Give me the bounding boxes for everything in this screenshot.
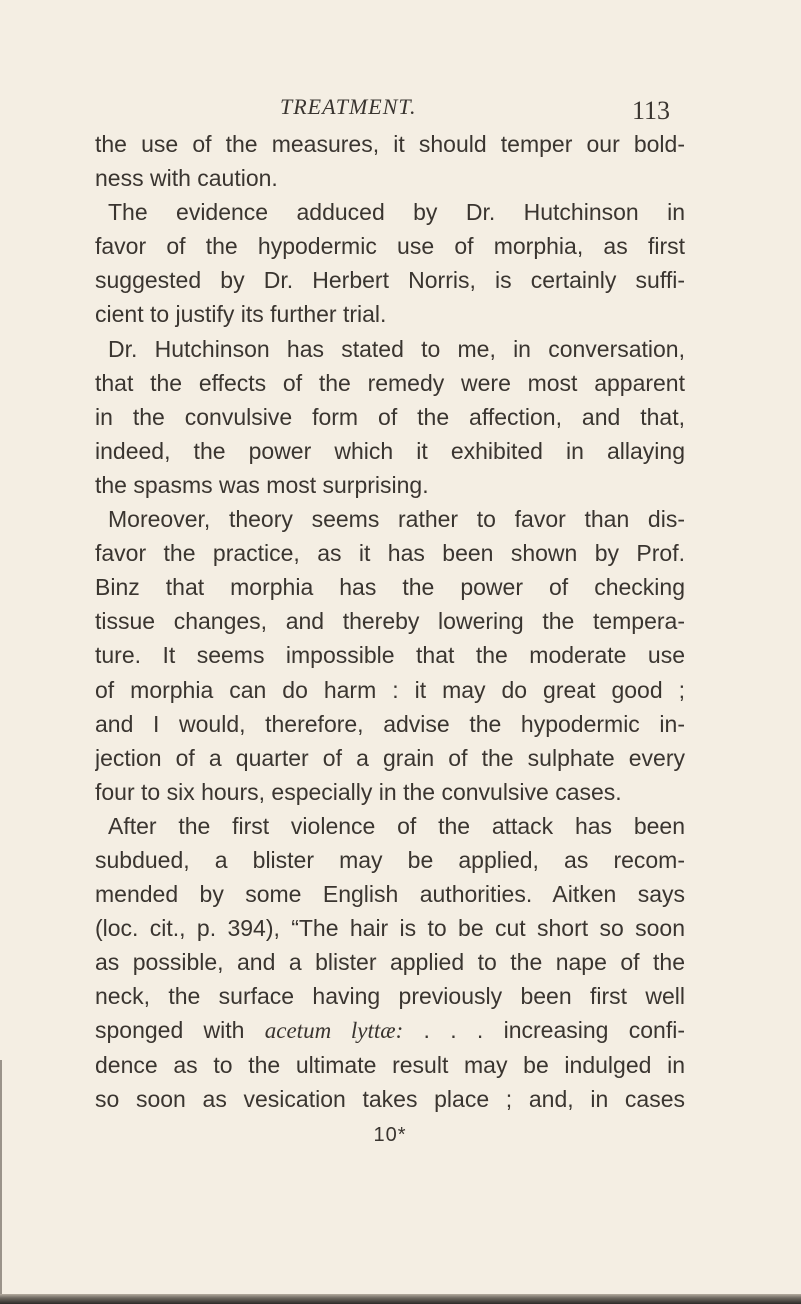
text-line: (loc. cit., p. 394), “The hair is to be cut short so soon <box>95 915 685 942</box>
text-line: that the effects of the remedy were most apparent <box>95 369 685 396</box>
text-line: four to six hours, especially in the convulsive cases. <box>95 778 622 805</box>
text-line: the spasms was most surprising. <box>95 471 429 498</box>
text-line: After the first violence of the attack has been <box>108 812 685 839</box>
page-edge-rule <box>0 1060 2 1300</box>
text-fragment: . . . increasing confi- <box>403 1017 685 1044</box>
text-line: in the convulsive form of the affection, and that, <box>95 403 685 430</box>
text-line: Moreover, theory seems rather to favor than dis- <box>108 506 685 533</box>
text-line: indeed, the power which it exhibited in allaying <box>95 437 685 464</box>
signature-mark: 10* <box>373 1123 407 1146</box>
page-bottom-edge <box>0 1294 801 1304</box>
running-head: TREATMENT. <box>280 94 417 119</box>
text-line: Dr. Hutchinson has stated to me, in conversation, <box>108 335 685 362</box>
italic-term: acetum lyttæ: <box>264 1018 404 1044</box>
text-line: mended by some English authorities. Aitken says <box>95 881 685 908</box>
text-line: favor of the hypodermic use of morphia, as first <box>95 233 685 260</box>
text-line: jection of a quarter of a grain of the sulphate every <box>95 744 685 771</box>
text-line: The evidence adduced by Dr. Hutchinson in <box>108 199 685 226</box>
text-line: subdued, a blister may be applied, as recom- <box>95 846 685 873</box>
text-fragment: sponged with <box>95 1017 265 1044</box>
text-line: neck, the surface having previously been first well <box>95 983 685 1010</box>
text-line-with-italic <box>95 1013 685 1047</box>
text-line: favor the practice, as it has been shown by Prof. <box>95 540 685 567</box>
page-number: 113 <box>632 96 671 125</box>
text-line: suggested by Dr. Herbert Norris, is certainly suffi- <box>95 267 685 294</box>
text-line: ture. It seems impossible that the moderate use <box>95 642 685 669</box>
text-line: and I would, therefore, advise the hypodermic in- <box>95 710 685 737</box>
signature-line <box>95 1116 685 1150</box>
text-line: dence as to the ultimate result may be indulged in <box>95 1051 685 1078</box>
text-line: cient to justify its further trial. <box>95 301 387 328</box>
text-line: so soon as vesication takes place ; and, in cases <box>95 1085 685 1112</box>
text-line: of morphia can do harm : it may do great good ; <box>95 676 685 703</box>
text-line: tissue changes, and thereby lowering the tempera- <box>95 608 685 635</box>
text-line: the use of the measures, it should temper our bold- <box>95 131 685 157</box>
text-line: ness with caution. <box>95 165 278 192</box>
text-line: Binz that morphia has the power of checking <box>95 574 685 601</box>
body-text <box>95 127 685 1150</box>
text-line: as possible, and a blister applied to the nape of the <box>95 949 685 976</box>
